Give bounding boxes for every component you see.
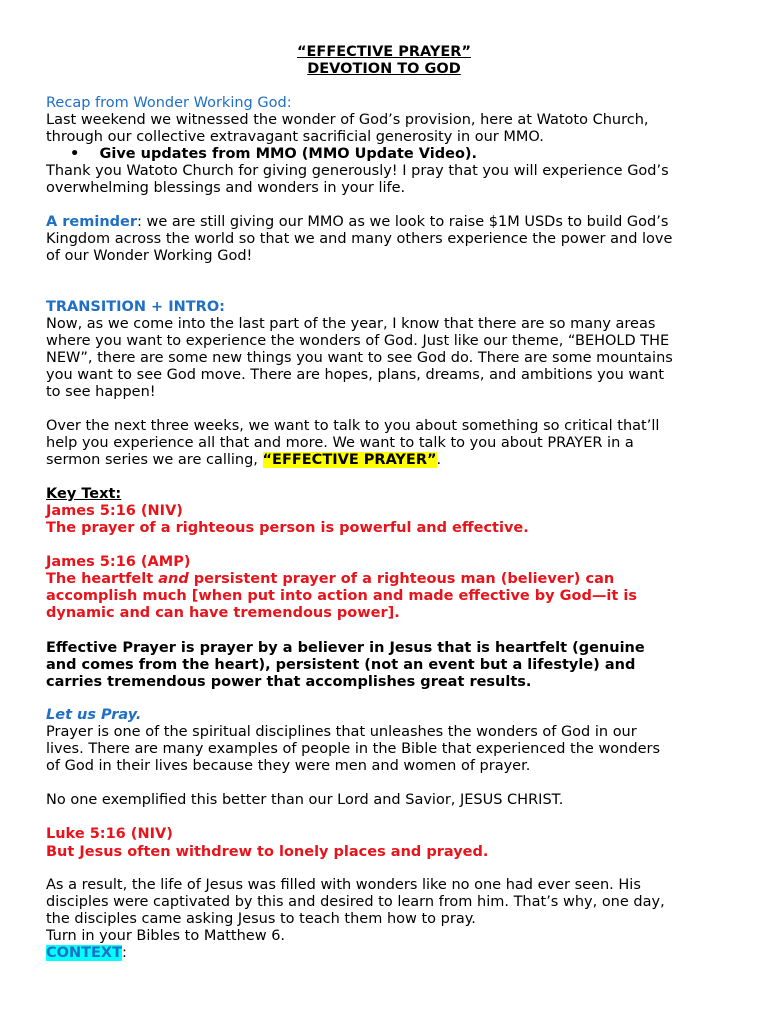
document-subtitle: DEVOTION TO GOD (307, 61, 461, 77)
reminder-line-3: of our Wonder Working God! (46, 248, 253, 264)
context-label: CONTEXT (46, 945, 122, 961)
pray-line-2: lives. There are many examples of people in the Bible that experienced the wonders (46, 741, 661, 757)
scripture-ref-niv: James 5:16 (NIV) (46, 503, 183, 519)
series-title-highlight: “EFFECTIVE PRAYER” (262, 452, 437, 468)
definition-line-1: Effective Prayer is prayer by a believer in Jesus that is heartfelt (genuine (46, 640, 645, 656)
bullet-icon: • (70, 146, 100, 162)
result-line-4: Turn in your Bibles to Matthew 6. (46, 928, 286, 944)
mmo-bullet-text: Give updates from MMO (MMO Update Video). (99, 146, 478, 162)
series-period: . (436, 452, 442, 468)
reminder-label: A reminder (46, 214, 138, 230)
recap-line-1: Last weekend we witnessed the wonder of God’s provision, here at Watoto Church, (46, 112, 649, 128)
definition-line-2: and comes from the heart), persistent (not an event but a lifestyle) and (46, 657, 636, 673)
intro-line-4: you want to see God move. There are hopes, plans, dreams, and ambitions you want (46, 367, 665, 383)
scripture-verse-luke: But Jesus often withdrew to lonely places and prayed. (46, 844, 489, 860)
result-line-3: the disciples came asking Jesus to teach them how to pray. (46, 911, 476, 927)
intro-line-5: to see happen! (46, 384, 156, 400)
pray-line-1: Prayer is one of the spiritual disciplines that unleashes the wonders of God in our (46, 724, 637, 740)
amp-text-c: persistent prayer of a righteous man (believer) can (188, 571, 615, 587)
recap-colon: : (286, 95, 292, 111)
result-line-1: As a result, the life of Jesus was filled with wonders like no one had ever seen. His (46, 877, 641, 893)
amp-text-italic: and (158, 571, 189, 587)
series-line-1: Over the next three weeks, we want to talk to you about something so critical that’ll (46, 418, 660, 434)
key-text-heading: Key Text: (46, 486, 122, 502)
recap-heading: Recap from Wonder Working God (46, 95, 287, 111)
amp-text-a: The heartfelt (46, 571, 159, 587)
recap-heading-line (46, 95, 292, 112)
definition-line-3: carries tremendous power that accomplishes great results. (46, 674, 532, 690)
pray-heading: Let us Pray. (46, 707, 142, 723)
recap-line-4: overwhelming blessings and wonders in your life. (46, 180, 406, 196)
intro-line-2: where you want to experience the wonders of God. Just like our theme, “BEHOLD THE (46, 333, 670, 349)
reminder-line-1 (46, 214, 668, 231)
intro-heading: TRANSITION + INTRO: (46, 299, 225, 315)
intro-line-3: NEW”, there are some new things you want to see God do. There are some mountains (46, 350, 673, 366)
recap-line-2: through our collective extravagant sacrificial generosity in our MMO. (46, 129, 544, 145)
context-colon: : (121, 945, 127, 961)
result-line-2: disciples were captivated by this and desired to learn from him. That’s why, one day, (46, 894, 665, 910)
pray-line-3: of God in their lives because they were men and women of prayer. (46, 758, 531, 774)
scripture-ref-luke: Luke 5:16 (NIV) (46, 826, 173, 842)
context-line (46, 945, 127, 962)
reminder-text-1: : we are still giving our MMO as we look to raise $1M USDs to build God’s (137, 214, 669, 230)
series-text: sermon series we are calling, (46, 452, 263, 468)
recap-line-3: Thank you Watoto Church for giving generously! I pray that you will experience God’s (46, 163, 669, 179)
intro-line-1: Now, as we come into the last part of the year, I know that there are so many areas (46, 316, 656, 332)
scripture-ref-amp: James 5:16 (AMP) (46, 554, 191, 570)
scripture-verse-amp-line-3: dynamic and can have tremendous power]. (46, 605, 400, 621)
pray-line-4: No one exemplified this better than our Lord and Savior, JESUS CHRIST. (46, 792, 564, 808)
scripture-verse-niv: The prayer of a righteous person is powerful and effective. (46, 520, 529, 536)
reminder-line-2: Kingdom across the world so that we and many others experience the power and love (46, 231, 673, 247)
scripture-verse-amp-line-1 (46, 571, 614, 588)
series-line-3 (46, 452, 441, 469)
series-line-2: help you experience all that and more. We want to talk to you about PRAYER in a (46, 435, 634, 451)
mmo-bullet-item (70, 146, 477, 163)
document-title: “EFFECTIVE PRAYER” (297, 44, 471, 60)
scripture-verse-amp-line-2: accomplish much [when put into action and made effective by God—it is (46, 588, 637, 604)
